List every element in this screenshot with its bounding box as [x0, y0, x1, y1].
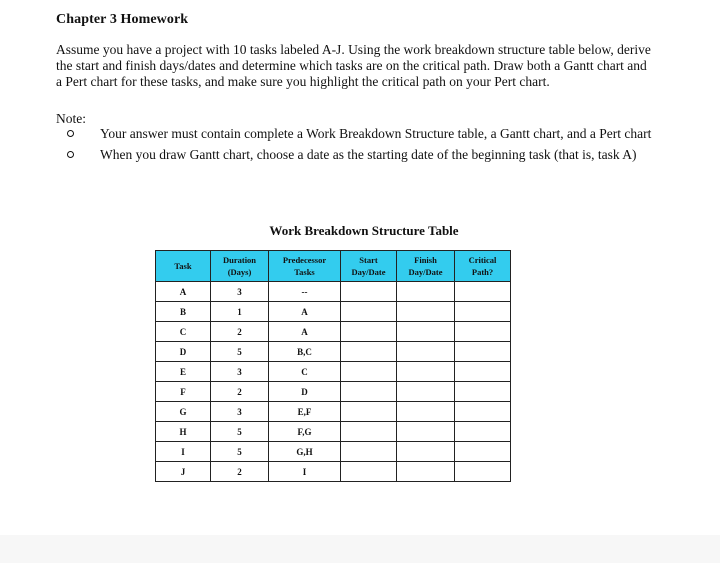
cell-critical — [455, 342, 511, 362]
cell-task: B — [156, 302, 211, 322]
cell-start — [341, 462, 397, 482]
cell-task: A — [156, 282, 211, 302]
cell-critical — [455, 322, 511, 342]
cell-critical — [455, 402, 511, 422]
col-header-duration: Duration (Days) — [211, 251, 269, 282]
cell-predecessors: F,G — [269, 422, 341, 442]
cell-critical — [455, 462, 511, 482]
cell-task: D — [156, 342, 211, 362]
col-header-critical: Critical Path? — [455, 251, 511, 282]
col-header-predecessor: Predecessor Tasks — [269, 251, 341, 282]
note-text: When you draw Gantt chart, choose a date as the starting date of the beginning task (that is, task A) — [100, 147, 637, 162]
table-row — [156, 282, 511, 302]
col-header-task: Task — [156, 251, 211, 282]
cell-finish — [397, 422, 455, 442]
cell-duration: 2 — [211, 462, 269, 482]
bullet-icon — [67, 151, 74, 158]
table-row — [156, 382, 511, 402]
notes-list — [56, 126, 656, 168]
cell-finish — [397, 462, 455, 482]
cell-duration: 2 — [211, 322, 269, 342]
cell-task: F — [156, 382, 211, 402]
bottom-band — [0, 535, 720, 563]
cell-start — [341, 282, 397, 302]
cell-duration: 3 — [211, 402, 269, 422]
cell-critical — [455, 382, 511, 402]
cell-task: H — [156, 422, 211, 442]
cell-task: E — [156, 362, 211, 382]
table-header-row — [156, 251, 511, 282]
note-label: Note: — [56, 111, 86, 126]
cell-start — [341, 422, 397, 442]
cell-critical — [455, 362, 511, 382]
cell-start — [341, 382, 397, 402]
table-row — [156, 302, 511, 322]
cell-duration: 1 — [211, 302, 269, 322]
cell-critical — [455, 302, 511, 322]
cell-finish — [397, 362, 455, 382]
table-row — [156, 322, 511, 342]
cell-predecessors: A — [269, 302, 341, 322]
cell-predecessors: A — [269, 322, 341, 342]
cell-start — [341, 402, 397, 422]
cell-duration: 2 — [211, 382, 269, 402]
instructions-paragraph: Assume you have a project with 10 tasks labeled A-J. Using the work breakdown structure table below, derive the start and finish days/dates and determine which tasks are on the critical path. Draw both a Gantt chart and a Pert chart for these tasks, and make sure you highlight the critical path on your Pert chart. — [56, 42, 651, 89]
cell-finish — [397, 402, 455, 422]
cell-predecessors: G,H — [269, 442, 341, 462]
cell-predecessors: -- — [269, 282, 341, 302]
page-title: Chapter 3 Homework — [56, 12, 189, 27]
cell-duration: 5 — [211, 422, 269, 442]
table-row — [156, 402, 511, 422]
cell-task: G — [156, 402, 211, 422]
cell-start — [341, 302, 397, 322]
table-row — [156, 462, 511, 482]
cell-task: J — [156, 462, 211, 482]
cell-finish — [397, 282, 455, 302]
cell-start — [341, 322, 397, 342]
wbs-table-title: Work Breakdown Structure Table — [269, 223, 459, 238]
table-row — [156, 442, 511, 462]
cell-task: C — [156, 322, 211, 342]
note-text: Your answer must contain complete a Work Breakdown Structure table, a Gantt chart, and a Pert chart — [100, 126, 652, 141]
table-row — [156, 342, 511, 362]
col-header-finish: Finish Day/Date — [397, 251, 455, 282]
cell-duration: 3 — [211, 362, 269, 382]
cell-duration: 3 — [211, 282, 269, 302]
cell-start — [341, 362, 397, 382]
cell-finish — [397, 442, 455, 462]
cell-duration: 5 — [211, 342, 269, 362]
cell-critical — [455, 422, 511, 442]
cell-task: I — [156, 442, 211, 462]
cell-start — [341, 342, 397, 362]
note-item — [56, 126, 656, 141]
bullet-icon — [67, 130, 74, 137]
cell-finish — [397, 302, 455, 322]
cell-critical — [455, 282, 511, 302]
cell-finish — [397, 322, 455, 342]
cell-duration: 5 — [211, 442, 269, 462]
note-item — [56, 147, 656, 162]
cell-predecessors: E,F — [269, 402, 341, 422]
col-header-start: Start Day/Date — [341, 251, 397, 282]
cell-critical — [455, 442, 511, 462]
table-row — [156, 362, 511, 382]
cell-predecessors: I — [269, 462, 341, 482]
cell-finish — [397, 342, 455, 362]
table-row — [156, 422, 511, 442]
cell-predecessors: C — [269, 362, 341, 382]
cell-start — [341, 442, 397, 462]
cell-predecessors: D — [269, 382, 341, 402]
wbs-table — [155, 250, 511, 482]
cell-predecessors: B,C — [269, 342, 341, 362]
cell-finish — [397, 382, 455, 402]
